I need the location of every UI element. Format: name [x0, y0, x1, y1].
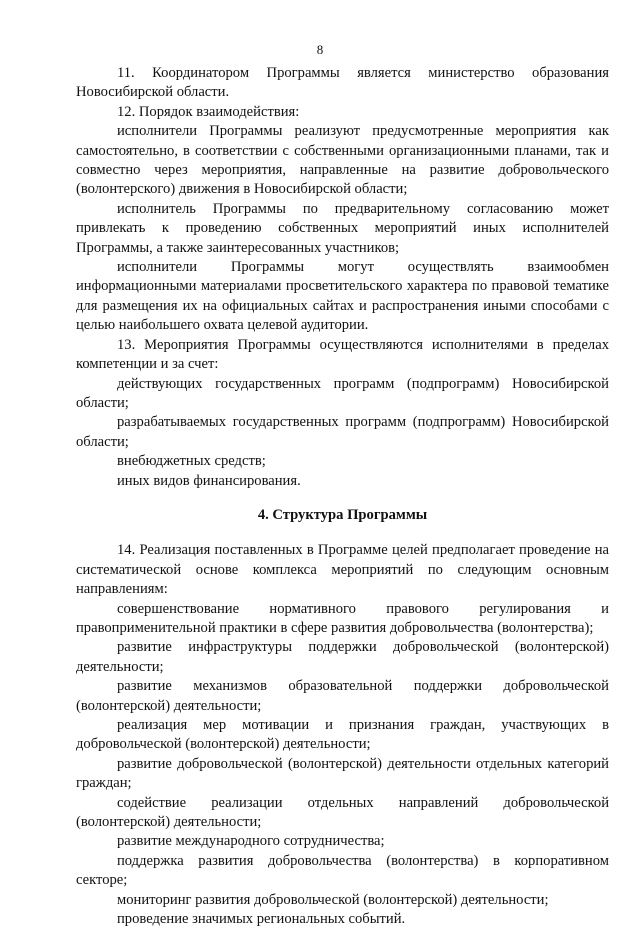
paragraph: исполнители Программы могут осуществлять взаимообмен информационными материалами просветительского характера по правовой тематике для размещения их на официальных сайтах и распространения иными способами с целью наибольшего охвата целевой аудитории.	[76, 259, 609, 334]
paragraph: действующих государственных программ (подпрограмм) Новосибирской области;	[76, 375, 609, 411]
paragraph: развитие международного сотрудничества;	[117, 833, 385, 850]
section-heading: 4. Структура Программы	[257, 506, 428, 523]
paragraph: иных видов финансирования.	[117, 472, 301, 489]
paragraph: исполнитель Программы по предварительному согласованию может привлекать к проведению собственных мероприятий иных исполнителей Программы, а также заинтересованных участников;	[76, 200, 609, 256]
paragraph: совершенствование нормативного правового регулирования и правоприменительной практики в сфере развития добровольчества (волонтерства);	[76, 600, 609, 636]
paragraph: 11. Координатором Программы является министерство образования Новосибирской области.	[76, 65, 609, 101]
paragraph: 12. Порядок взаимодействия:	[117, 103, 300, 120]
paragraph: проведение значимых региональных событий.	[117, 911, 406, 928]
paragraph: содействие реализации отдельных направлений добровольческой (волонтерской) деятельности;	[76, 794, 609, 831]
paragraph: мониторинг развития добровольческой (волонтерской) деятельности;	[117, 891, 549, 908]
paragraph: развитие добровольческой (волонтерской) деятельности отдельных категорий граждан;	[76, 755, 609, 792]
paragraph: реализация мер мотивации и признания граждан, участвующих в добровольческой (волонтерской) деятельности;	[76, 717, 609, 753]
paragraph: развитие инфраструктуры поддержки добровольческой (волонтерской) деятельности;	[76, 639, 609, 675]
paragraph: развитие механизмов образовательной поддержки добровольческой (волонтерской) деятельности;	[76, 678, 609, 714]
paragraph: 14. Реализация поставленных в Программе целей предполагает проведение на систематической основе комплекса мероприятий по следующим основным направлениям:	[76, 542, 609, 598]
paragraph: внебюджетных средств;	[117, 453, 266, 470]
paragraph: 13. Мероприятия Программы осуществляются исполнителями в пределах компетенции и за счет:	[76, 336, 609, 373]
paragraph: исполнители Программы реализуют предусмотренные мероприятия как самостоятельно, в соответствии с собственными организационными планами, так и совместно через мероприятия, направленные на развитие добровольческого (волонтерского) движения в Новосибирской области;	[76, 123, 609, 198]
document-body	[76, 64, 609, 929]
page-number: 8	[316, 42, 324, 57]
paragraph: разрабатываемых государственных программ (подпрограмм) Новосибирской области;	[76, 414, 609, 450]
paragraph: поддержка развития добровольчества (волонтерства) в корпоративном секторе;	[76, 852, 609, 889]
